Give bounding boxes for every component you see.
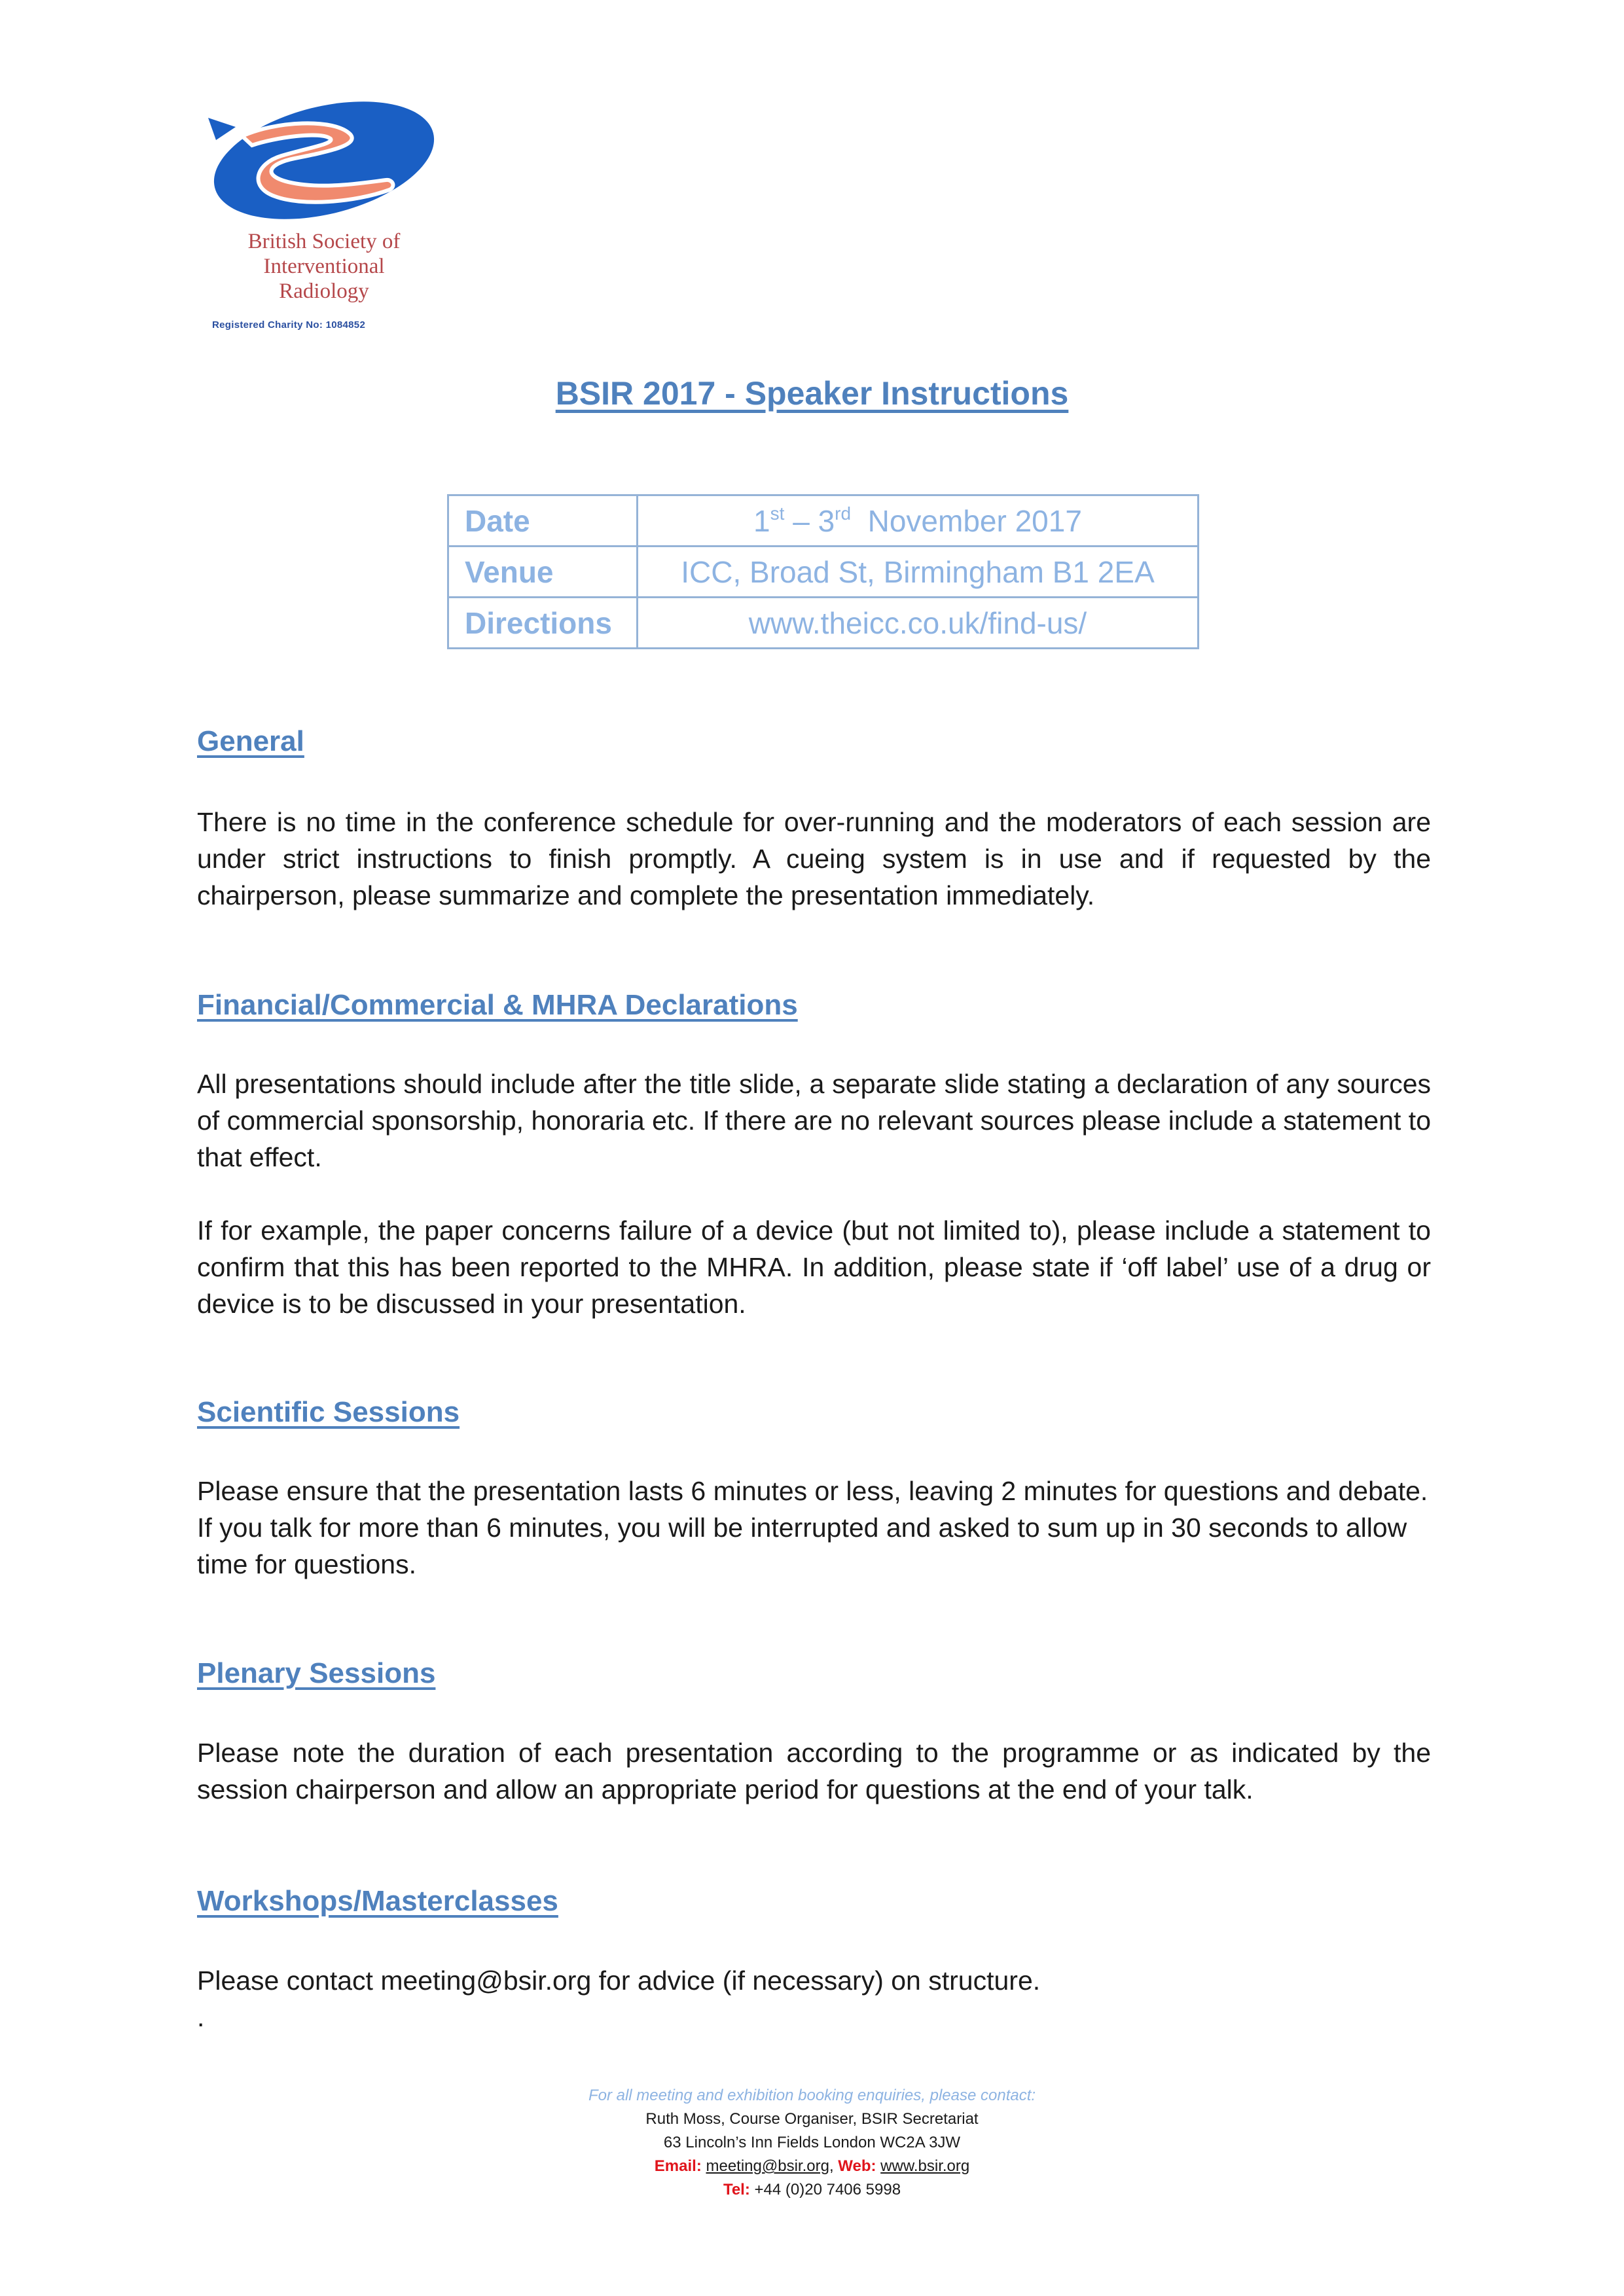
scientific-paragraph: Please ensure that the presentation lasts 6 minutes or less, leaving 2 minutes for questions and debate. If you talk for more than 6 minutes, you will be interrupted and asked to sum up in 30 seconds to allow time for questions. <box>197 1476 1428 1579</box>
logo-line-2: Interventional <box>263 255 385 278</box>
plenary-paragraph: Please note the duration of each presentation according to the programme or as indicated by the session chairperson and allow an appropriate period for questions at the end of your talk. <box>197 1738 1431 1804</box>
table-row <box>448 495 1199 547</box>
tel-value: +44 (0)20 7406 5998 <box>754 2181 901 2198</box>
general-paragraph: There is no time in the conference schedule for over-running and the moderators of each session are under strict instructions to finish promptly. A cueing system is in use and if requested by the chairperson, please summarize and complete the presentation immediately. <box>197 807 1431 910</box>
tel-label: Tel: <box>723 2181 750 2198</box>
directions-link[interactable]: www.theicc.co.uk/find-us/ <box>638 598 1199 649</box>
event-info-table <box>447 494 1199 649</box>
financial-paragraph-1: All presentations should include after the title slide, a separate slide stating a declaration of any sources of commercial sponsorship, honoraria etc. If there are no relevant sources please include a statement to that effect. <box>197 1069 1431 1172</box>
heading-financial: Financial/Commercial & MHRA Declarations <box>197 989 798 1021</box>
date-suffix-2: rd <box>835 503 852 524</box>
web-link[interactable]: www.bsir.org <box>880 2157 970 2175</box>
footer-lead: For all meeting and exhibition booking enquiries, please contact: <box>588 2087 1036 2104</box>
footer-contact-name: Ruth Moss, Course Organiser, BSIR Secretariat <box>645 2110 979 2128</box>
venue-label: Venue <box>448 547 638 598</box>
web-label: Web: <box>838 2157 876 2175</box>
logo-charity-number: Registered Charity No: 1084852 <box>212 319 366 331</box>
footer-address: 63 Lincoln’s Inn Fields London WC2A 3JW <box>663 2134 961 2151</box>
footer-telephone <box>0 2178 1624 2202</box>
table-row <box>448 598 1199 649</box>
email-label: Email: <box>654 2157 702 2175</box>
logo-line-3: Radiology <box>279 279 369 303</box>
heading-general: General <box>197 725 304 757</box>
date-suffix-1: st <box>770 503 785 524</box>
email-link[interactable]: meeting@bsir.org <box>706 2157 829 2175</box>
directions-label: Directions <box>448 598 638 649</box>
financial-paragraph-2: If for example, the paper concerns failure of a device (but not limited to), please include a statement to confirm that this has been reported to the MHRA. In addition, please state if ‘off label’ use of a drug or device is to be discussed in your presentation. <box>197 1215 1431 1319</box>
heading-scientific: Scientific Sessions <box>197 1396 460 1428</box>
footer-email-web: Email: meeting@bsir.org, Web: www.bsir.org <box>654 2157 970 2175</box>
date-month-year: November 2017 <box>851 503 1082 538</box>
date-day-start: 1 <box>753 503 770 538</box>
bsir-logo <box>196 98 445 340</box>
trailing-period: . <box>197 2002 205 2032</box>
heading-workshops: Workshops/Masterclasses <box>197 1885 558 1917</box>
venue-value: ICC, Broad St, Birmingham B1 2EA <box>638 547 1199 598</box>
date-day-end: – 3 <box>784 503 835 538</box>
workshops-paragraph: Please contact meeting@bsir.org for advice (if necessary) on structure. <box>197 1965 1041 1996</box>
table-row <box>448 547 1199 598</box>
page-title: BSIR 2017 - Speaker Instructions <box>555 375 1069 412</box>
date-value <box>638 495 1199 547</box>
date-label: Date <box>448 495 638 547</box>
heading-plenary: Plenary Sessions <box>197 1657 436 1689</box>
bsir-emblem-icon <box>196 98 445 223</box>
logo-line-1: British Society of <box>247 230 401 253</box>
